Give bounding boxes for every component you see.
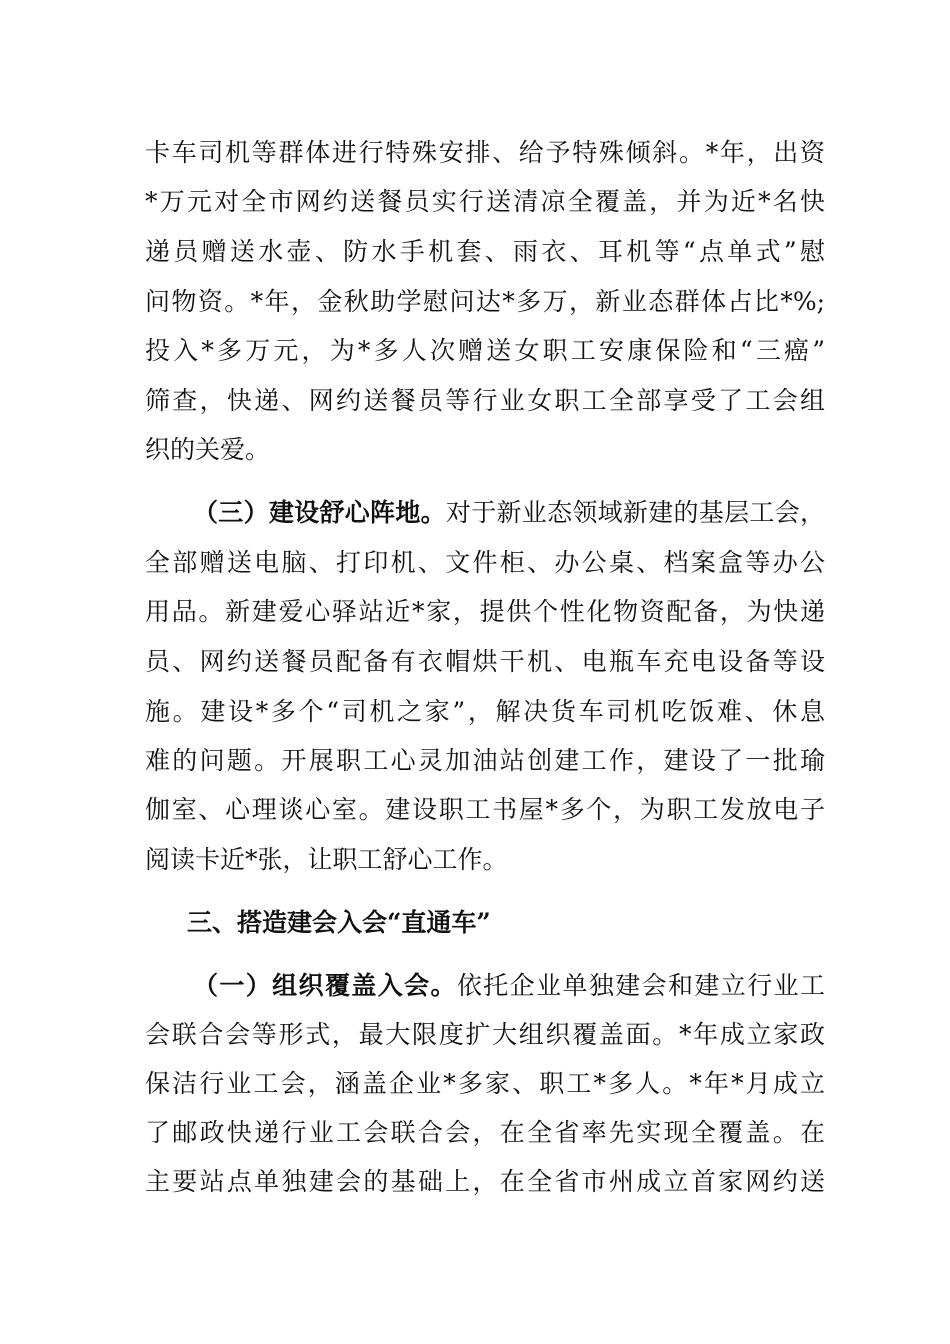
paragraph-3-first-line-text: 依托企业单独建会和建立行业工: [456, 971, 825, 1000]
paragraph-3-line-3: 保洁行业工会，涵盖企业*多家、职工*多人。*年*月成立: [145, 1069, 825, 1098]
paragraph-1-line-4: 问物资。*年，金秋助学慰问达*多万，新业态群体占比*%;: [145, 287, 825, 316]
paragraph-2-line-7: 伽室、心理谈心室。建设职工书屋*多个，为职工发放电子: [145, 795, 825, 824]
paragraph-2-first-line-text: 对于新业态领域新建的基层工会，: [445, 498, 825, 527]
paragraph-1-line-5: 投入*多万元，为*多人次赠送女职工安康保险和“三癌”: [145, 336, 825, 365]
paragraph-2-first-line: [193, 493, 825, 533]
paragraph-2-line-5: 施。建设*多个“司机之家”，解决货车司机吃饭难、休息: [145, 697, 825, 726]
paragraph-1-line-1: 卡车司机等群体进行特殊安排、给予特殊倾斜。*年，出资: [145, 138, 825, 167]
paragraph-3-line-4: 了邮政快递行业工会联合会，在全省率先实现全覆盖。在: [145, 1118, 825, 1147]
paragraph-1-line-2: *万元对全市网约送餐员实行送清凉全覆盖，并为近*名快: [145, 187, 825, 216]
paragraph-3-heading: （一）组织覆盖入会。: [193, 971, 457, 1000]
paragraph-3-line-2: 会联合会等形式，最大限度扩大组织覆盖面。*年成立家政: [145, 1020, 825, 1049]
paragraph-2-heading: （三）建设舒心阵地。: [193, 498, 446, 527]
paragraph-1-line-6: 筛查，快递、网约送餐员等行业女职工全部享受了工会组: [145, 386, 825, 415]
paragraph-2-line-4: 员、网约送餐员配备有衣帽烘干机、电瓶车充电设备等设: [145, 647, 825, 676]
section-3-title: 三、搭造建会入会“直通车”: [187, 908, 491, 937]
paragraph-1-line-3: 递员赠送水壶、防水手机套、雨衣、耳机等“点单式”慰: [145, 237, 825, 266]
paragraph-2-line-8: 阅读卡近*张，让职工舒心工作。: [145, 845, 508, 874]
paragraph-2-line-2: 全部赠送电脑、打印机、文件柜、办公桌、档案盒等办公: [145, 548, 825, 577]
paragraph-3-first-line: [193, 966, 825, 1006]
paragraph-2-line-3: 用品。新建爱心驿站近*家，提供个性化物资配备，为快递: [145, 597, 825, 626]
paragraph-1-line-7: 织的关爱。: [145, 435, 271, 464]
paragraph-3-line-5: 主要站点单独建会的基础上，在全省市州成立首家网约送: [145, 1167, 825, 1196]
paragraph-2-line-6: 难的问题。开展职工心灵加油站创建工作，建设了一批瑜: [145, 746, 825, 775]
